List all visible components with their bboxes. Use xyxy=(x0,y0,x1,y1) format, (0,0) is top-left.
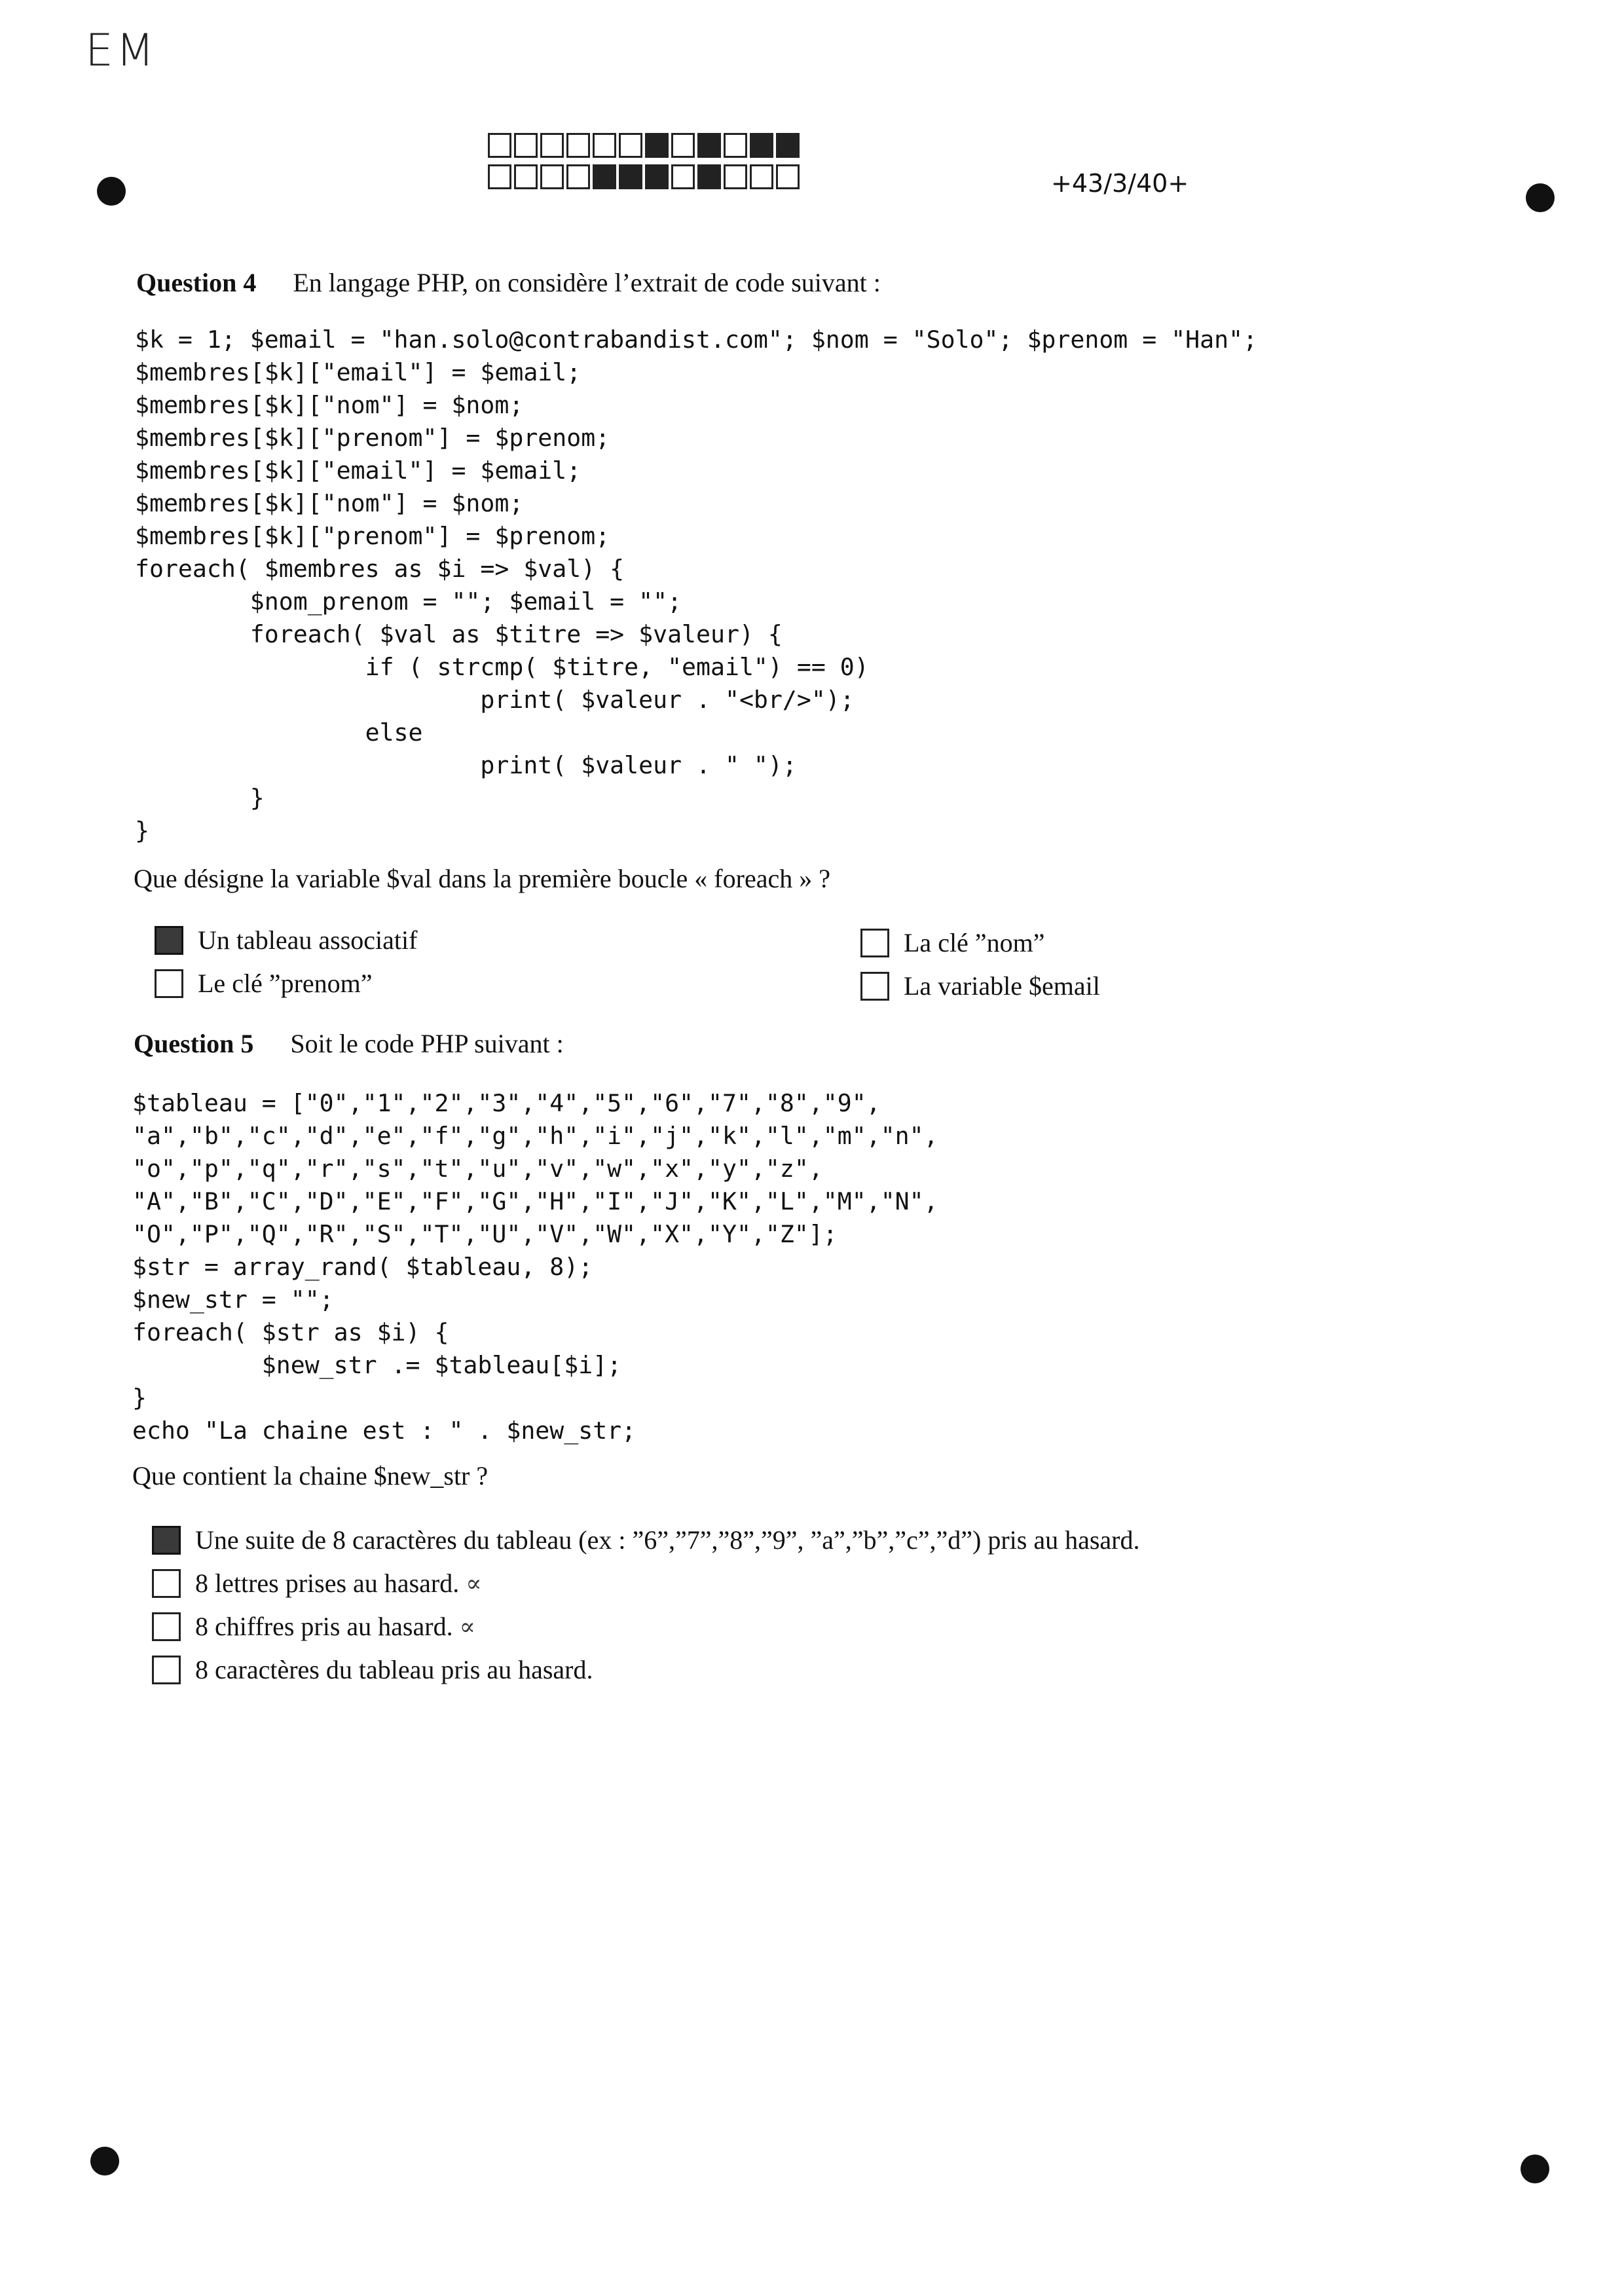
answer-label: Le clé ”prenom” xyxy=(198,969,373,998)
answer-checkbox[interactable] xyxy=(152,1656,181,1684)
corner-marker-top-left xyxy=(97,177,126,206)
barcode-row-1 xyxy=(488,133,802,159)
answer-checkbox[interactable] xyxy=(155,969,183,998)
barcode-cell xyxy=(566,164,590,189)
barcode-cell xyxy=(776,164,800,189)
answer-label: Une suite de 8 caractères du tableau (ex : ”6”,”7”,”8”,”9”, ”a”,”b”,”c”,”d”) pris au hasard. xyxy=(195,1525,1140,1555)
question-5-answer-3[interactable] xyxy=(152,1611,475,1642)
barcode-row-2 xyxy=(488,164,802,191)
question-4-answer-4[interactable] xyxy=(860,971,1100,1001)
barcode-cell xyxy=(750,133,773,158)
barcode-cell xyxy=(488,133,511,158)
corner-marker-bottom-right xyxy=(1521,2155,1549,2183)
barcode-cell xyxy=(540,164,564,189)
barcode xyxy=(488,133,802,196)
answer-checkbox[interactable] xyxy=(152,1612,181,1641)
answer-label: 8 chiffres pris au hasard. xyxy=(195,1612,453,1641)
question-4-label: Question 4 xyxy=(136,268,257,297)
question-5-answer-4[interactable] xyxy=(152,1654,593,1685)
barcode-cell xyxy=(645,164,669,189)
barcode-cell xyxy=(671,164,695,189)
answer-checkbox[interactable] xyxy=(152,1569,181,1598)
barcode-cell xyxy=(776,133,800,158)
answer-label: La clé ”nom” xyxy=(904,928,1045,957)
question-4-answer-2[interactable] xyxy=(155,968,373,999)
question-5-prompt: Que contient la chaine $new_str ? xyxy=(132,1461,489,1491)
barcode-cell xyxy=(697,133,721,158)
barcode-cell xyxy=(645,133,669,158)
barcode-cell xyxy=(619,164,642,189)
answer-checkbox[interactable] xyxy=(860,929,889,957)
question-4-header xyxy=(136,267,881,298)
barcode-cell xyxy=(724,164,747,189)
answer-label: La variable $email xyxy=(904,971,1100,1001)
question-5-header xyxy=(134,1028,564,1059)
barcode-cell xyxy=(724,133,747,158)
question-5-answer-1[interactable] xyxy=(152,1525,1140,1555)
barcode-cell xyxy=(566,133,590,158)
corner-marker-bottom-left xyxy=(90,2147,119,2176)
answer-label: 8 lettres prises au hasard. xyxy=(195,1568,460,1598)
barcode-cell xyxy=(514,133,538,158)
corner-marker-top-right xyxy=(1526,183,1555,212)
answer-label: Un tableau associatif xyxy=(198,925,418,955)
question-4-answer-1[interactable] xyxy=(155,925,417,955)
question-4-text: En langage PHP, on considère l’extrait de code suivant : xyxy=(293,268,881,297)
barcode-cell xyxy=(619,133,642,158)
handwritten-mark: ∝ xyxy=(459,1613,475,1640)
question-4-answer-3[interactable] xyxy=(860,927,1044,958)
question-4-code: $k = 1; $email = "han.solo@contrabandist.com"; $nom = "Solo"; $prenom = "Han"; $membres[$k]["email"] = $email; $membres[$k]["nom"] = $nom; $membres[$k]["prenom"] = $prenom; $membres[$k]["email"] = $email; $membres[$k]["nom"] = $nom; $membres[$k]["prenom"] = $prenom; foreach( $membres as $i => $val) { $nom_prenom = ""; $email = ""; foreach( $val as $titre => $valeur) { if ( strcmp( $titre, "email") == 0) print( $valeur . "<br/>"); else print( $valeur . " "); } } xyxy=(135,325,1258,845)
question-5-label: Question 5 xyxy=(134,1029,254,1058)
barcode-cell xyxy=(514,164,538,189)
answer-label: 8 caractères du tableau pris au hasard. xyxy=(195,1655,593,1684)
handwritten-mark: ∝ xyxy=(466,1570,482,1597)
barcode-cell xyxy=(671,133,695,158)
answer-checkbox[interactable] xyxy=(860,972,889,1001)
barcode-cell xyxy=(540,133,564,158)
barcode-cell xyxy=(593,164,616,189)
barcode-cell xyxy=(593,133,616,158)
handwritten-initials: EM xyxy=(85,25,157,77)
question-5-text: Soit le code PHP suivant : xyxy=(290,1029,564,1058)
question-5-code: $tableau = ["0","1","2","3","4","5","6","7","8","9", "a","b","c","d","e","f","g","h","i","j","k","l","m","n", "o","p","q","r","s","t","u","v","w","x","y","z", "A","B","C","D","E","F","G","H","I","J","K","L","M","N", "O","P","Q","R","S","T","U","V","W","X","Y","Z"]; $str = array_rand( $tableau, 8); $new_str = ""; foreach( $str as $i) { $new_str .= $tableau[$i]; } echo "La chaine est : " . $new_str; xyxy=(132,1089,938,1445)
barcode-cell xyxy=(697,164,721,189)
question-4-prompt: Que désigne la variable $val dans la première boucle « foreach » ? xyxy=(134,864,830,893)
exam-id: +43/3/40+ xyxy=(1051,169,1189,198)
answer-checkbox[interactable] xyxy=(155,926,183,955)
barcode-cell xyxy=(488,164,511,189)
answer-checkbox[interactable] xyxy=(152,1526,181,1555)
barcode-cell xyxy=(750,164,773,189)
question-5-answer-2[interactable] xyxy=(152,1568,482,1599)
